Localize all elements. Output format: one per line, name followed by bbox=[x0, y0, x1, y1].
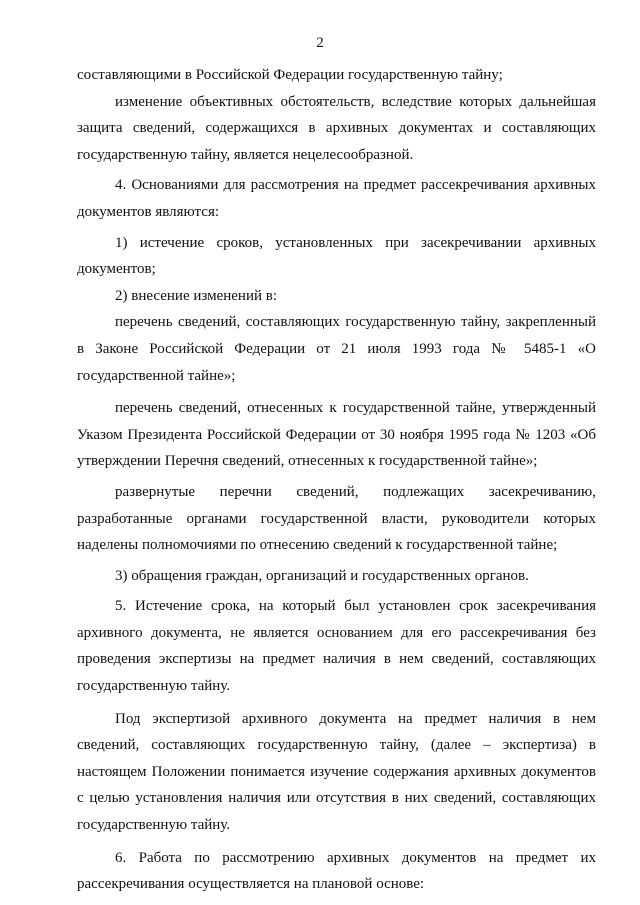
paragraph-item-6: 6. Работа по рассмотрению архивных документов на предмет их рассекречивания осуществляется на плановой основе: bbox=[77, 849, 596, 893]
document-body bbox=[77, 62, 596, 898]
paragraph-item-5: 5. Истечение срока, на который был установлен срок засекречивания архивного документа, не является основанием для его рассекречивания без проведения экспертизы на предмет наличия в нем сведений, составляющих государственную тайну. bbox=[77, 598, 596, 695]
paragraph-subitem-1: 1) истечение сроков, установленных при засекречивании архивных документов; bbox=[77, 234, 596, 278]
paragraph-decree-list: перечень сведений, отнесенных к государственной тайне, утвержденный Указом Президента Российской Федерации от 30 ноября 1995 года № 1203 «Об утверждении Перечня сведений, отнесенных к государственной тайне»; bbox=[77, 400, 596, 470]
paragraph-subitem-2: 2) внесение изменений в: bbox=[115, 287, 278, 304]
page-number: 2 bbox=[316, 35, 324, 51]
paragraph-detailed-lists: развернутые перечни сведений, подлежащих засекречиванию, разработанные органами государственной власти, руководители которых наделены полномочиями по отнесению сведений к государственной тайне; bbox=[77, 483, 596, 554]
paragraph-continuation: составляющими в Российской Федерации государственную тайну; bbox=[77, 67, 503, 83]
paragraph-item-4: 4. Основаниями для рассмотрения на предмет рассекречивания архивных документов являются: bbox=[77, 177, 596, 220]
paragraph-law-list: перечень сведений, составляющих государственную тайну, закрепленный в Законе Российской Федерации от 21 июля 1993 года № 5485-1 «О государственной тайне»; bbox=[77, 314, 596, 384]
paragraph-expertise-definition: Под экспертизой архивного документа на предмет наличия в нем сведений, составляющих государственную тайну, (далее – экспертиза) в настоящем Положении понимается изучение содержания архивных документов с целью установления наличия или отсутствия в них сведений, составляющих государственную тайну. bbox=[77, 710, 596, 834]
paragraph-subitem-3: 3) обращения граждан, организаций и государственных органов. bbox=[115, 567, 529, 584]
paragraph-circumstances-change: изменение объективных обстоятельств, вследствие которых дальнейшая защита сведений, содержащихся в архивных документах и составляющих государственную тайну, является нецелесообразной. bbox=[77, 93, 596, 163]
